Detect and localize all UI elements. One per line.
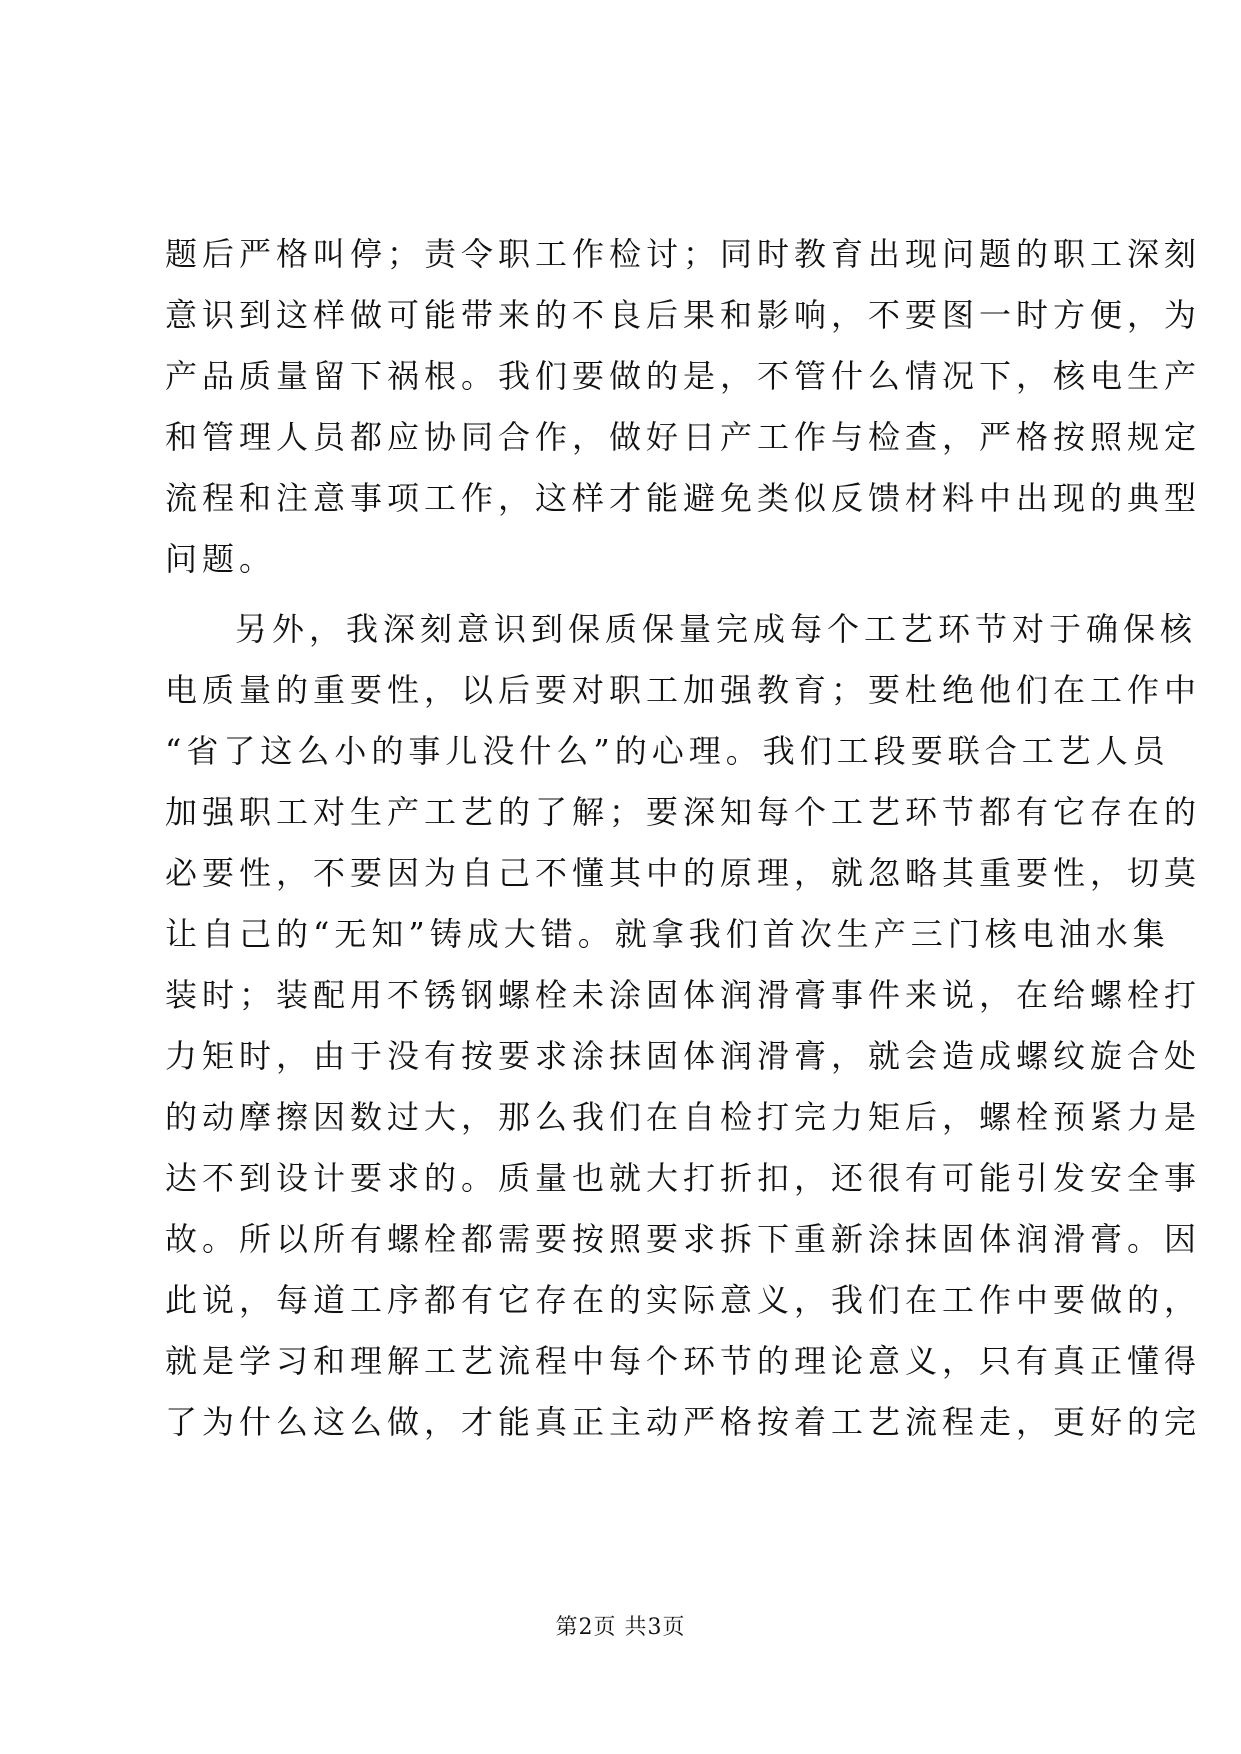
paragraph-1 bbox=[165, 234, 1202, 600]
text-line: 就是学习和理解工艺流程中每个环节的理论意义，只有真正懂得 bbox=[165, 1342, 1202, 1380]
text-line: 题后严格叫停；责令职工作检讨；同时教育出现问题的职工深刻 bbox=[165, 235, 1202, 273]
text-line: “省了这么小的事儿没什么”的心理。我们工段要联合工艺人员 bbox=[165, 732, 1170, 770]
text-line: 问题。 bbox=[165, 540, 277, 578]
text-line: 产品质量留下祸根。我们要做的是，不管什么情况下，核电生产 bbox=[165, 357, 1202, 395]
text-line: 电质量的重要性，以后要对职工加强教育；要杜绝他们在工作中 bbox=[165, 671, 1202, 709]
paragraph-2 bbox=[165, 609, 1202, 1463]
text-line: 必要性，不要因为自己不懂其中的原理，就忽略其重要性，切莫 bbox=[165, 854, 1202, 892]
text-line: 和管理人员都应协同合作，做好日产工作与检查，严格按照规定 bbox=[165, 418, 1202, 456]
paragraph-gap bbox=[165, 600, 1080, 609]
text-line: 另外，我深刻意识到保质保量完成每个工艺环节对于确保核 bbox=[235, 610, 1198, 648]
page-number: 第2页 共3页 bbox=[555, 1615, 686, 1640]
text-line: 故。所以所有螺栓都需要按照要求拆下重新涂抹固体润滑膏。因 bbox=[165, 1220, 1202, 1258]
text-line: 的动摩擦因数过大，那么我们在自检打完力矩后，螺栓预紧力是 bbox=[165, 1098, 1202, 1136]
text-line: 力矩时，由于没有按要求涂抹固体润滑膏，就会造成螺纹旋合处 bbox=[165, 1037, 1202, 1075]
text-line: 流程和注意事项工作，这样才能避免类似反馈材料中出现的典型 bbox=[165, 479, 1202, 517]
text-line: 意识到这样做可能带来的不良后果和影响，不要图一时方便，为 bbox=[165, 296, 1202, 334]
text-line: 让自己的“无知”铸成大错。就拿我们首次生产三门核电油水集 bbox=[165, 915, 1170, 953]
text-line: 加强职工对生产工艺的了解；要深知每个工艺环节都有它存在的 bbox=[165, 793, 1202, 831]
text-line: 装时；装配用不锈钢螺栓未涂固体润滑膏事件来说，在给螺栓打 bbox=[165, 976, 1202, 1014]
text-line: 了为什么这么做，才能真正主动严格按着工艺流程走，更好的完 bbox=[165, 1403, 1202, 1441]
document-body bbox=[165, 234, 1202, 1463]
text-line: 此说，每道工序都有它存在的实际意义，我们在工作中要做的， bbox=[165, 1281, 1202, 1319]
text-line: 达不到设计要求的。质量也就大打折扣，还很有可能引发安全事 bbox=[165, 1159, 1202, 1197]
